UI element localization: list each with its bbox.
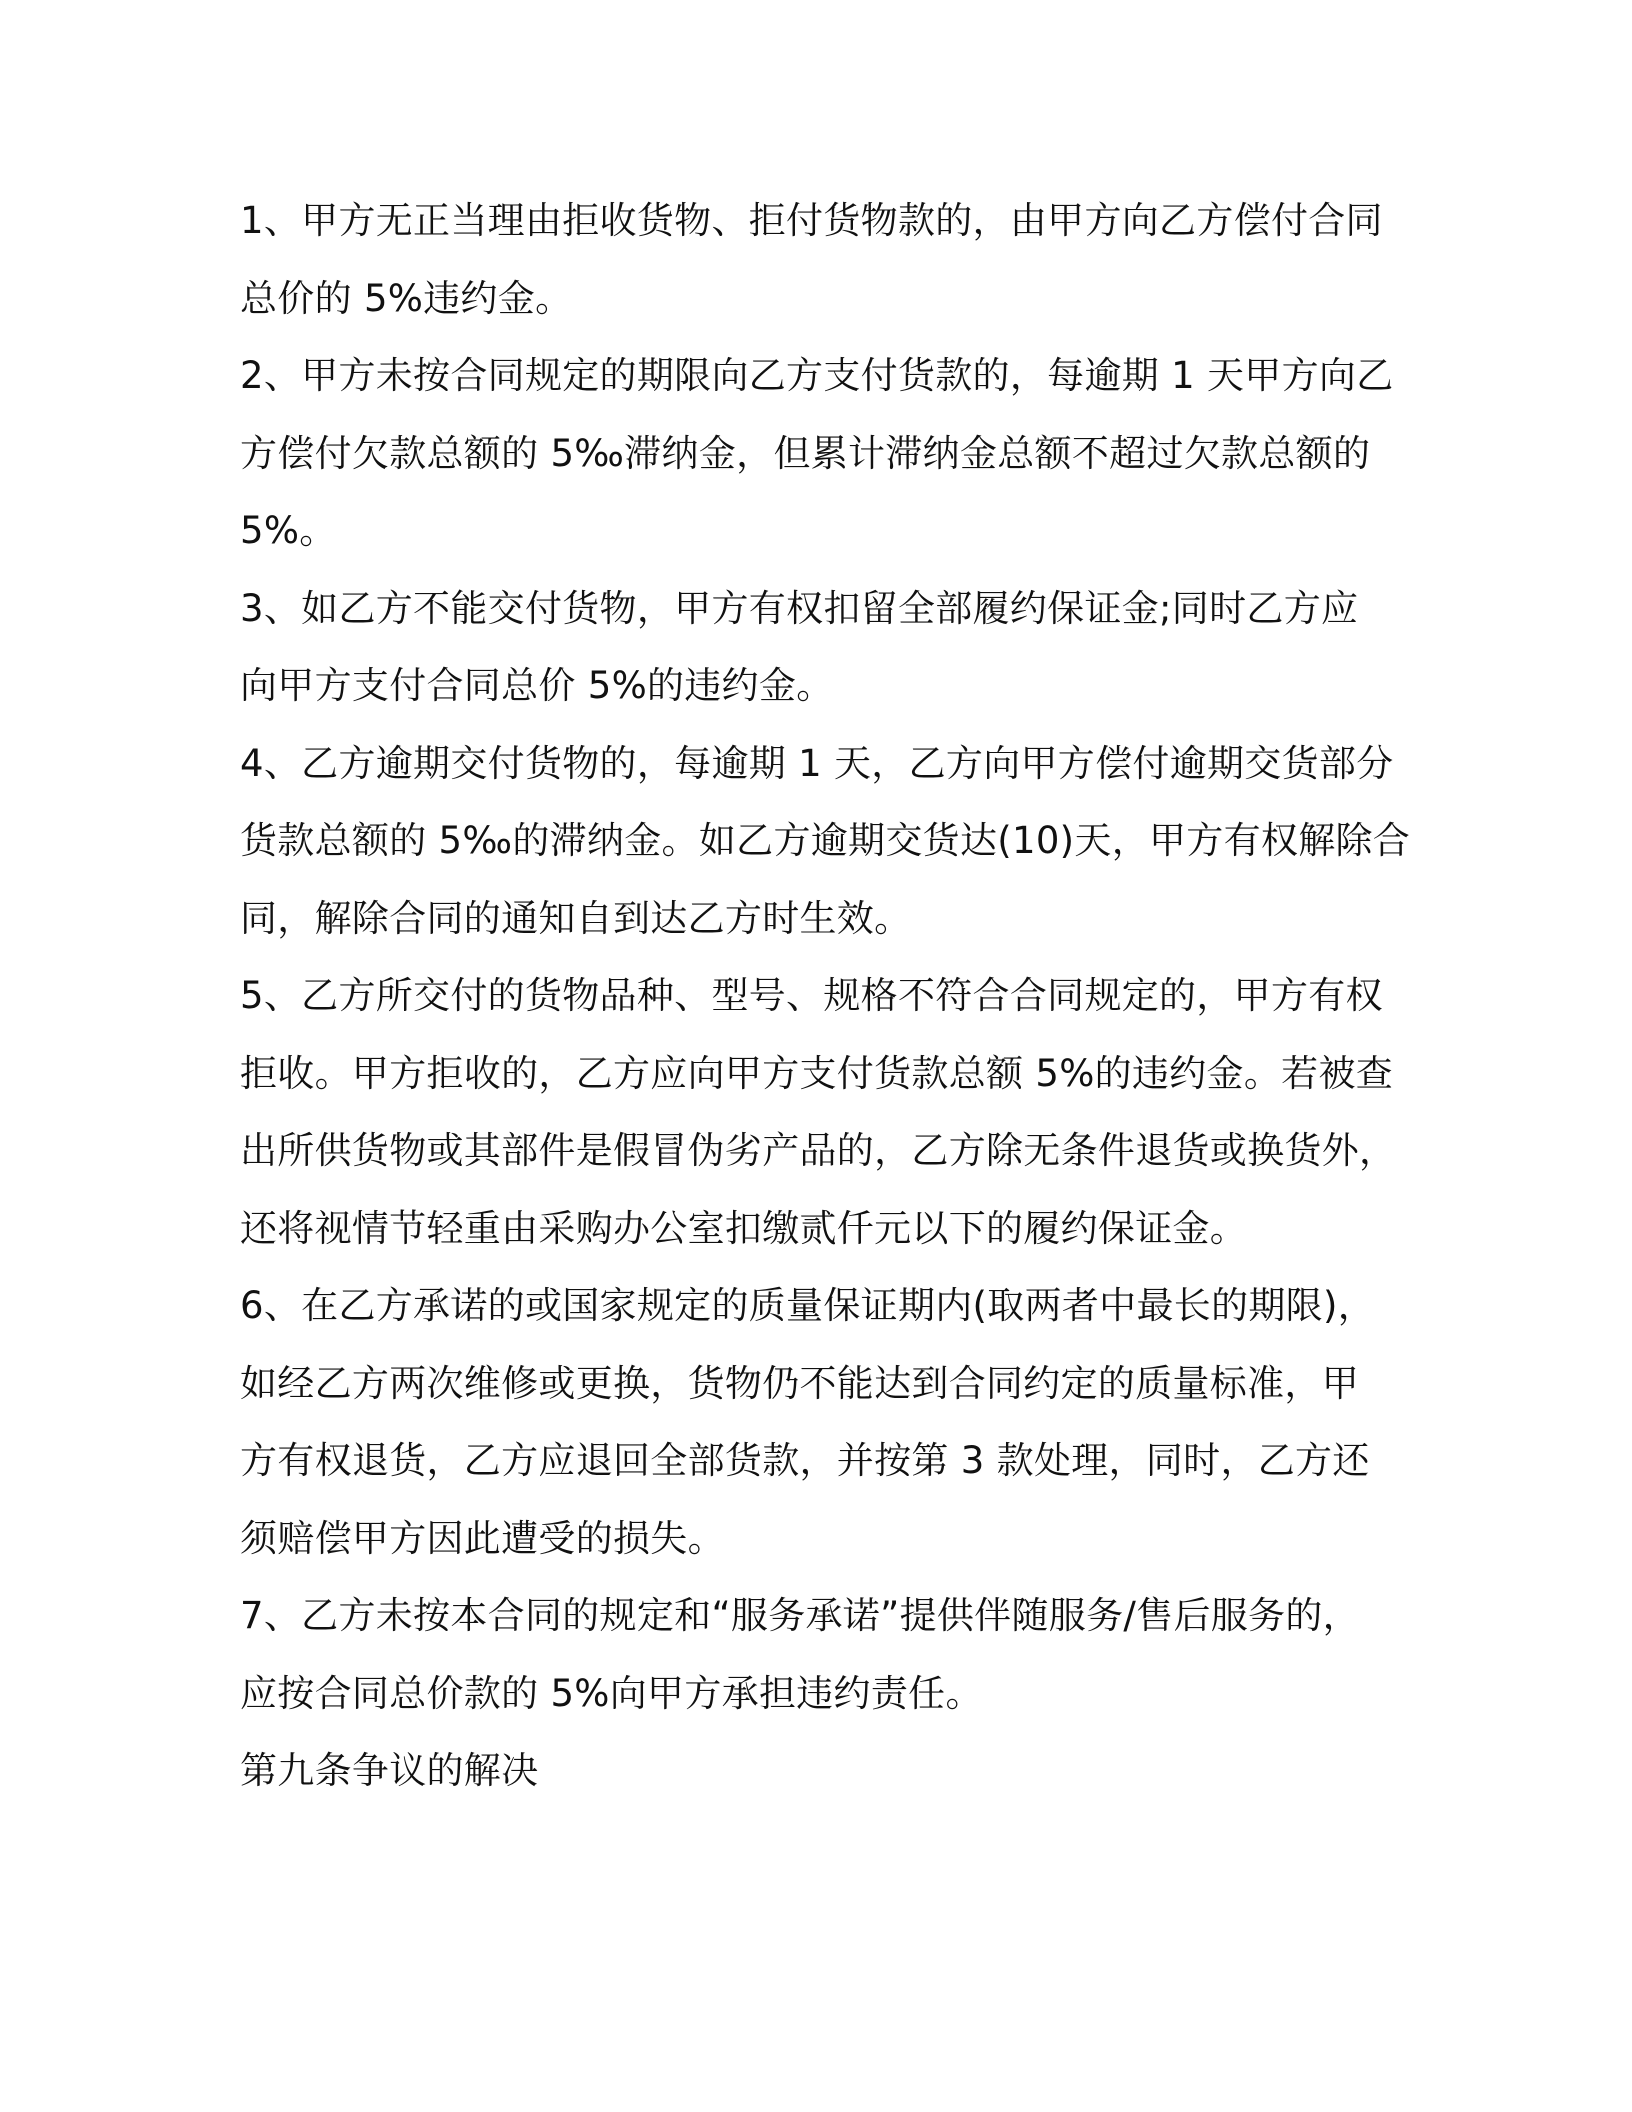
- text-line: 2、甲方未按合同规定的期限向乙方支付货款的，每逾期 1 天甲方向乙: [240, 354, 1394, 397]
- text-line: 出所供货物或其部件是假冒伪劣产品的，乙方除无条件退货或换货外，: [240, 1129, 1397, 1172]
- text-line: 须赔偿甲方因此遭受的损失。: [240, 1516, 725, 1560]
- text-line: 拒收。甲方拒收的，乙方应向甲方支付货款总额 5%的违约金。若被查: [240, 1051, 1394, 1095]
- text-line: 5、乙方所交付的货物品种、型号、规格不符合合同规定的，甲方有权: [240, 974, 1383, 1017]
- text-line: 7、乙方未按本合同的规定和“服务承诺”提供伴随服务/售后服务的，: [240, 1594, 1360, 1637]
- section-heading: 第九条争议的解决: [240, 1749, 539, 1792]
- text-line: 4、乙方逾期交付货物的，每逾期 1 天，乙方向甲方偿付逾期交货部分: [240, 741, 1394, 785]
- text-line: 向甲方支付合同总价 5%的违约金。: [240, 664, 834, 707]
- text-line: 总价的 5%违约金。: [240, 276, 573, 320]
- text-line: 方有权退货，乙方应退回全部货款，并按第 3 款处理，同时，乙方还: [240, 1439, 1370, 1482]
- text-line: 货款总额的 5‰的滞纳金。如乙方逾期交货达(10)天，甲方有权解除合: [240, 819, 1411, 862]
- text-line: 1、甲方无正当理由拒收货物、拒付货物款的，由甲方向乙方偿付合同: [240, 199, 1383, 242]
- text-line: 3、如乙方不能交付货物，甲方有权扣留全部履约保证金;同时乙方应: [240, 586, 1359, 630]
- text-line: 6、在乙方承诺的或国家规定的质量保证期内(取两者中最长的期限)，: [240, 1284, 1376, 1327]
- text-line: 如经乙方两次维修或更换，货物仍不能达到合同约定的质量标准，甲: [240, 1361, 1359, 1405]
- document-body: [240, 182, 1411, 1810]
- text-line: 应按合同总价款的 5%向甲方承担违约责任。: [240, 1671, 983, 1715]
- text-line: 还将视情节轻重由采购办公室扣缴贰仟元以下的履约保证金。: [240, 1206, 1248, 1250]
- text-line: 方偿付欠款总额的 5‰滞纳金，但累计滞纳金总额不超过欠款总额的: [240, 431, 1371, 475]
- text-line: 同，解除合同的通知自到达乙方时生效。: [240, 896, 912, 940]
- text-line: 5%。: [240, 509, 337, 552]
